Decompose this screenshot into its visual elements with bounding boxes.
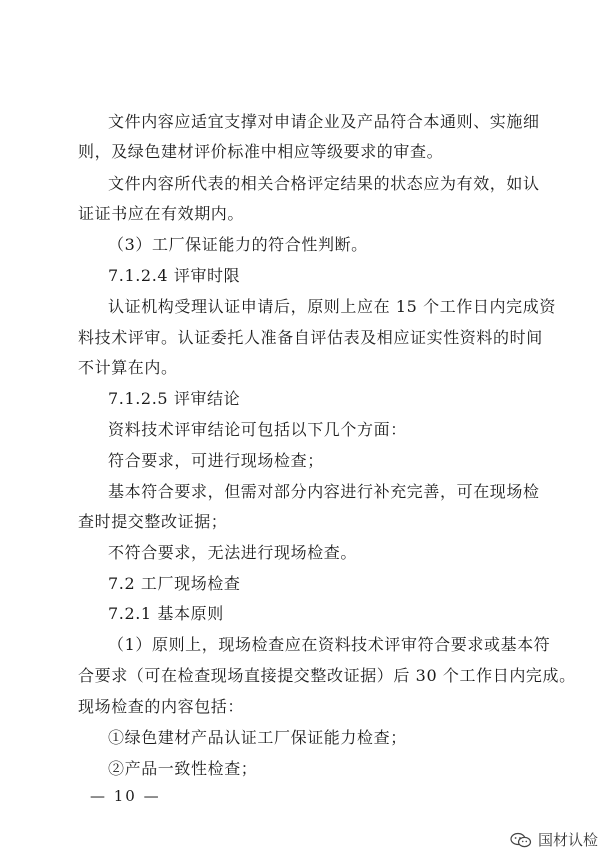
paragraph-line: 不符合要求，无法进行现场检查。 (108, 543, 358, 562)
section-heading: 7.1.2.4 评审时限 (108, 266, 241, 285)
paragraph-line: 认证机构受理认证申请后，原则上应在 15 个工作日内完成资 (108, 297, 556, 316)
paragraph-line: 符合要求，可进行现场检查； (108, 451, 324, 470)
paragraph-line: 证证书应在有效期内。 (78, 204, 245, 223)
section-heading: 7.2 工厂现场检查 (108, 574, 241, 593)
paragraph-line: 文件内容所代表的相关合格评定结果的状态应为有效，如认 (108, 174, 540, 193)
paragraph-line: 查时提交整改证据； (78, 512, 228, 531)
paragraph-line: 基本符合要求，但需对部分内容进行补充完善，可在现场检 (108, 482, 540, 501)
paragraph-line: 合要求（可在检查现场直接提交整改证据）后 30 个工作日内完成。 (78, 666, 576, 685)
list-item: ①绿色建材产品认证工厂保证能力检查； (108, 728, 407, 747)
section-heading: 7.1.2.5 评审结论 (108, 389, 241, 408)
paragraph-line: 资料技术评审结论可包括以下几个方面： (108, 420, 407, 439)
paragraph-line: 不计算在内。 (78, 358, 178, 377)
section-heading: 7.2.1 基本原则 (108, 604, 224, 623)
paragraph-line: （1）原则上，现场检查应在资料技术评审符合要求或基本符 (108, 635, 551, 654)
watermark-text: 国材认检 (538, 831, 599, 849)
paragraph-line: 现场检查的内容包括： (78, 697, 245, 716)
paragraph-line: 则，及绿色建材评价标准中相应等级要求的审查。 (78, 142, 444, 161)
page-number: — 10 — (90, 787, 161, 805)
paragraph-line: 料技术评审。认证委托人准备自评估表及相应证实性资料的时间 (78, 328, 543, 347)
paragraph-line: 文件内容应适宜支撑对申请企业及产品符合本通则、实施细 (108, 112, 540, 131)
list-item: ②产品一致性检查； (108, 759, 258, 778)
paragraph-line: （3）工厂保证能力的符合性判断。 (108, 235, 368, 254)
watermark (510, 829, 598, 850)
wechat-icon (510, 832, 532, 848)
